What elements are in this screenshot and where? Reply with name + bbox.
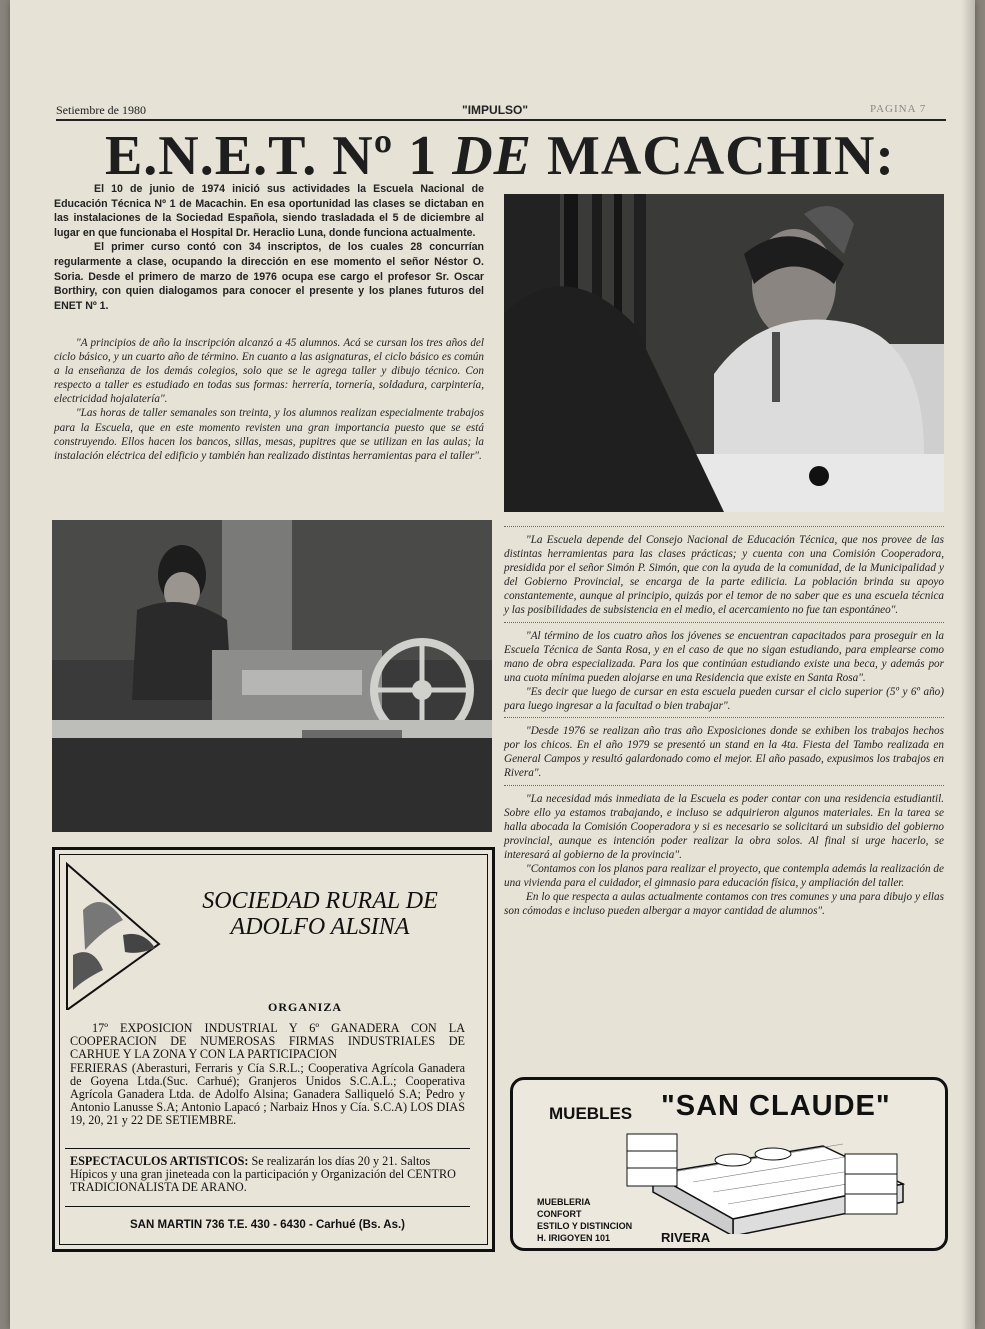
sociedad-rural-ad: [52, 847, 495, 1252]
dotted-separator: [504, 717, 944, 718]
store-line: H. IRIGOYEN 101: [537, 1233, 611, 1243]
sociedad-rural-title: [165, 888, 475, 940]
title-part-c: MACACHIN:: [547, 125, 896, 187]
exposicion-intro: 17º EXPOSICION INDUSTRIAL Y 6º GANADERA CON LA COOPERACION DE NUMEROSAS FIRMAS INDUSTRIALES DE CARHUE Y LA ZONA Y CON LA PARTICIPACION: [70, 1021, 465, 1062]
dotted-separator: [504, 526, 944, 527]
quote-paragraph: "Al término de los cuatro años los jóvenes se encuentran capacitados para proseguir en la Escuela Técnica de Santa Rosa, y en el caso de que no sigan estudiando, para emplearse como mano de obra especializada. Para los que continúan estudiando existe una beca, y además por una cuota mínima pueden alojarse en una Residencia que existe en Santa Rosa".: [504, 629, 944, 684]
exposicion-firms: FERIERAS (Aberasturi, Ferraris y Cía S.R.L.; Cooperativa Agrícola Ganadera de Goyena Ltda.(Suc. Carhué); Granjeros Unidos S.C.A.L.; Cooperativa Agrícola Ganadera Ltda. de Adolfo Alsina; Ganadera Salliqueló S.A; Pedro y Antonio Lanusse S.A; Antonio Lapacó ; Narbaiz Hnos y Cía. S.C.A) LOS DIAS 19, 20, 21 y 22 DE SETIEMBRE.: [70, 1060, 465, 1128]
store-town: RIVERA: [661, 1230, 711, 1245]
title-line: ADOLFO ALSINA: [230, 914, 410, 940]
interview-photo-image: [504, 194, 944, 512]
quote-paragraph: "Es decir que luego de cursar en esta escuela pueden cursar el ciclo superior (5º y 6º año) para luego ingresar a la facultad o bien trabajar".: [504, 685, 944, 713]
san-claude-ad: [510, 1077, 948, 1251]
publication-name: "IMPULSO": [462, 103, 529, 117]
page-number: PAGINA 7: [870, 103, 927, 115]
article-intro: [54, 182, 484, 313]
intro-paragraph: El 10 de junio de 1974 inició sus actividades la Escuela Nacional de Educación Técnica Nº 1 de Macachin. En esa oportunidad las clases se dictaban en las instalaciones de la Sociedad Española, siendo trasladada el 5 de diciembre al lugar en que funcionaba el Hospital Dr. Heraclio Luna, donde funciona actualmente.: [54, 183, 484, 239]
quote-paragraph: En lo que respecta a aulas actualmente contamos con tres comunes y una para dibujo y ellas son cómodas e incluso pueden albergar a mayor cantidad de alumnos".: [504, 891, 944, 918]
quote-paragraph: "A principios de año la inscripción alcanzó a 45 alumnos. Acá se cursan los tres años del ciclo básico, y un cuarto año de término. En cuanto a las asignaturas, el ciclo básico es común a la enseñanza de los demás colegios, solo que se le agrega taller y dibujo técnico. Con respecto a taller es estudiado en todas sus formas: herrería, tornería, soldadura, carpintería, electricidad hojalatería".: [54, 337, 484, 406]
title-line: SOCIEDAD RURAL DE: [202, 888, 438, 914]
lathe-photo: [52, 520, 492, 832]
exposicion-text: [70, 1022, 465, 1128]
header-rule: [56, 119, 946, 121]
quote-paragraph: "La necesidad más inmediata de la Escuela es poder contar con una residencia estudiantil. Sobre ello ya estamos trabajando, e incluso se adquirieron algunos materiales. En la tarea se halla abocada la Comisión Cooperadora y si es necesario se solicitará un subsidio del gobierno provincial, aunque es intención poder realizar la obra solos. Al final si urge hacerlo, se interesará al gobierno de la provincia".: [504, 792, 944, 861]
store-lines: [537, 1196, 632, 1244]
quote-paragraph: "Desde 1976 se realizan año tras año Exposiciones donde se exhiben los trabajos hechos por los chicos. En el año 1979 se presentó un stand en la 4ta. Fiesta del Tambo realizada en General Campos y resultó galardonado como el mejor. El año pasado, expusimos los trabajos en Rivera".: [504, 725, 944, 780]
newspaper-page: [10, 0, 975, 1329]
sociedad-rural-logo-icon: [63, 860, 163, 1010]
quote-paragraph: "Las horas de taller semanales son treinta, y los alumnos realizan especialmente trabajos para la Escuela, que en este momento revisten una gran importancia puesto que se está construyendo. Ellos hacen los bancos, sillas, mesas, pupitres que se utilizan en las aulas; la instalación eléctrica del edificio y también han realizado distintas herramientas para el taller".: [54, 407, 484, 462]
left-quote-column: [54, 336, 484, 463]
espectaculos-label: ESPECTACULOS ARTISTICOS:: [70, 1154, 249, 1168]
espectaculos-body: Se realizarán los días 20 y 21. Saltos Hípicos y una gran jineteada con la participación y Organización del CENTRO TRADICIONALISTA DE ARANO.: [70, 1154, 456, 1195]
intro-paragraph: El primer curso contó con 34 inscriptos, de los cuales 28 concurrían regularmente a clase, ocupando la dirección en ese momento el señor Néstor O. Soria. Desde el primero de marzo de 1976 ocupa ese cargo el profesor Sr. Oscar Borthiry, con quien dialogamos para conocer el presente y los planes futuros del ENET Nº 1.: [54, 241, 484, 312]
dotted-separator: [504, 622, 944, 623]
organiza-label: ORGANIZA: [267, 1000, 342, 1014]
dotted-separator: [504, 785, 944, 786]
title-part-b: DE: [452, 125, 532, 187]
title-part-a: E.N.E.T. Nº 1: [104, 125, 438, 187]
store-line: ESTILO Y DISTINCION: [537, 1221, 633, 1231]
right-quote-column: [504, 522, 944, 918]
espectaculos-text: [70, 1155, 465, 1195]
ad-rule: [65, 1206, 470, 1207]
furniture-illustration-icon: [613, 1124, 913, 1234]
interview-photo: [504, 194, 944, 512]
brand-name: "SAN CLAUDE": [661, 1090, 891, 1122]
ad-rule: [65, 1148, 470, 1149]
lathe-photo-image: [52, 520, 492, 832]
quote-paragraph: "Contamos con los planos para realizar el proyecto, que contempla además la realización de una vivienda para el cuidador, el gimnasio para educación física, y ampliación del taller.: [504, 862, 944, 890]
quote-paragraph: "La Escuela depende del Consejo Nacional de Educación Técnica, que nos provee de las distintas herramientas para las clases prácticas; y cuenta con una Comisión Cooperadora, presidida por el señor Simón P. Simón, que con la ayuda de la comunidad, de la Municipalidad y del Gobierno Provincial, se encarga de la parte edilicia. La población brinda su apoyo constantemente, aunque al principio, quizás por el temor de no saber que es una escuela técnica y las posibilidades de subsistencia en el medio, el acercamiento no fue tan espontáneo".: [504, 534, 944, 617]
store-line: MUEBLERIA: [537, 1197, 591, 1207]
article-title: [50, 124, 950, 188]
store-line: CONFORT: [537, 1209, 582, 1219]
issue-date: Setiembre de 1980: [56, 103, 146, 117]
sociedad-rural-address: SAN MARTIN 736 T.E. 430 - 6430 - Carhué (Bs. As.): [129, 1219, 406, 1231]
muebles-label: MUEBLES: [549, 1104, 633, 1123]
